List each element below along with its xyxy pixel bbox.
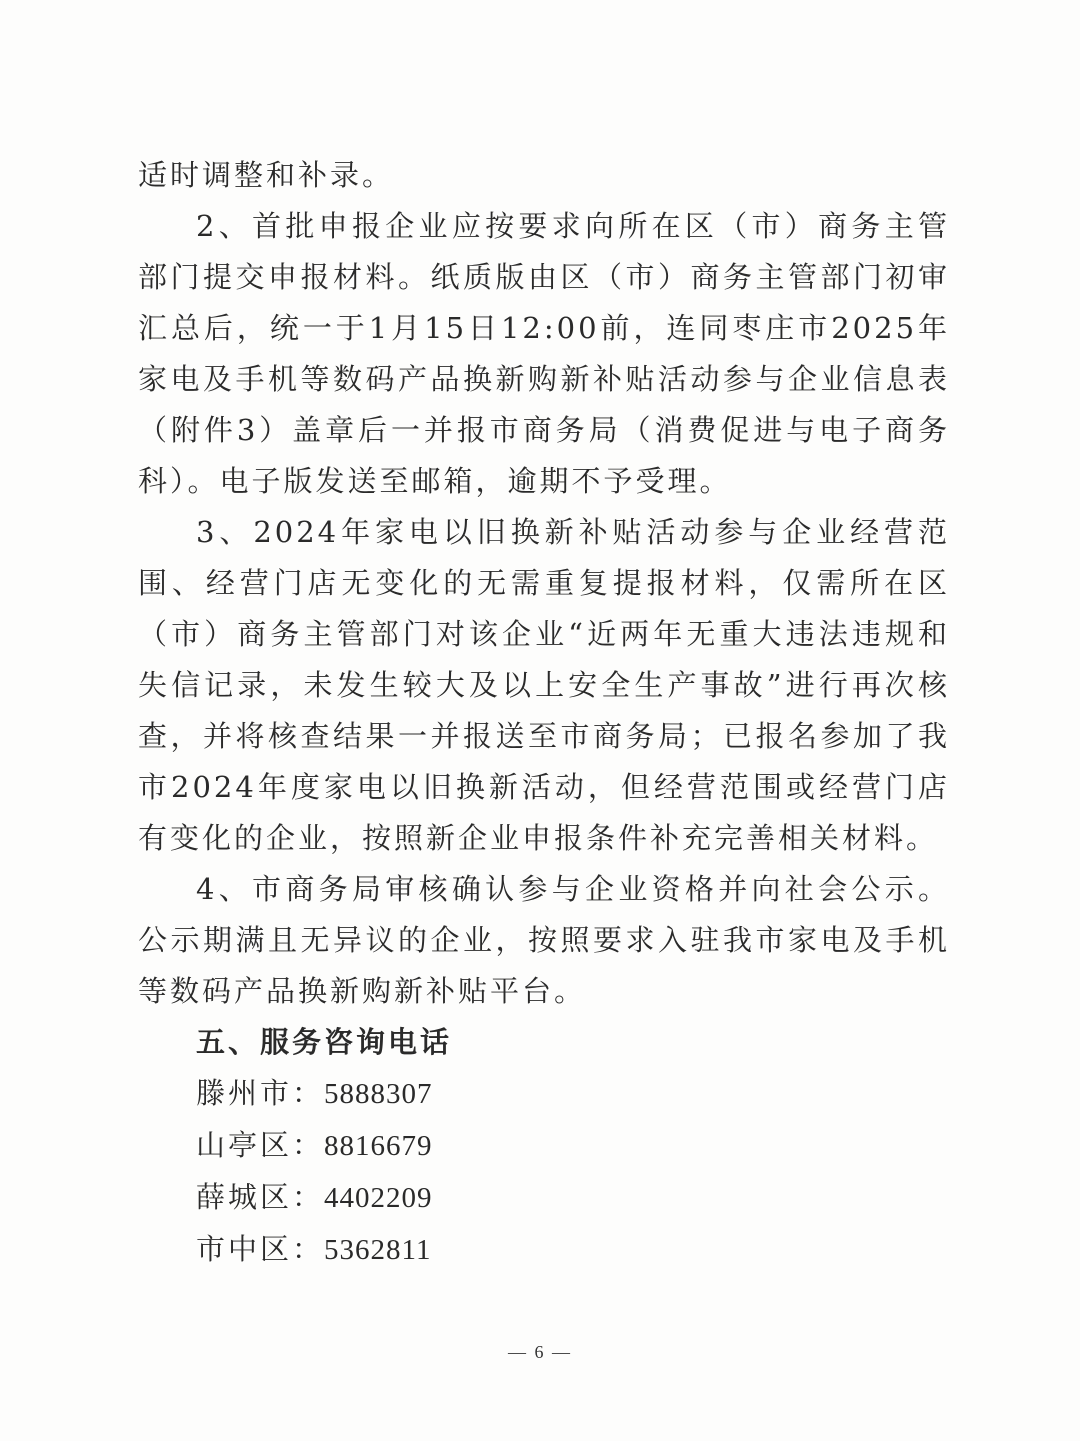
phone-area-label: 薛城区： (196, 1180, 325, 1214)
phone-row-shanting (138, 1120, 950, 1172)
phone-number: 5888307 (324, 1078, 433, 1110)
paragraph-item-3: 3、2024年家电以旧换新补贴活动参与企业经营范围、经营门店无变化的无需重复提报材料，仅需所在区（市）商务主管部门对该企业“近两年无重大违法违规和失信记录，未发生较大及以上安全生产事故”进行再次核查，并将核查结果一并报送至市商务局；已报名参加了我市2024年度家电以旧换新活动，但经营范围或经营门店有变化的企业，按照新企业申报条件补充完善相关材料。 (138, 515, 950, 855)
paragraph-item-2: 2、首批申报企业应按要求向所在区（市）商务主管部门提交申报材料。纸质版由区（市）商务主管部门初审汇总后，统一于1月15日12:00前，连同枣庄市2025年家电及手机等数码产品换新购新补贴活动参与企业信息表（附件3）盖章后一并报市商务局（消费促进与电子商务科）。电子版发送至邮箱，逾期不予受理。 (138, 209, 950, 498)
phone-row-xuecheng (138, 1172, 950, 1224)
phone-area-label: 滕州市： (196, 1076, 325, 1110)
section-heading-service-phone: 五、服务咨询电话 (196, 1025, 453, 1059)
phone-area-label: 山亭区： (196, 1128, 325, 1162)
phone-number: 4402209 (324, 1182, 433, 1214)
phone-area-label: 市中区： (196, 1232, 325, 1266)
paragraph-item-4: 4、市商务局审核确认参与企业资格并向社会公示。公示期满且无异议的企业，按照要求入驻我市家电及手机等数码产品换新购新补贴平台。 (138, 872, 950, 1008)
phone-row-shizhong (138, 1224, 950, 1276)
page-number: — 6 — (508, 1342, 572, 1362)
paragraph-continuation: 适时调整和补录。 (138, 158, 395, 192)
phone-row-tengzhou (138, 1068, 950, 1120)
document-body (138, 150, 950, 1276)
phone-list (138, 1068, 950, 1276)
phone-number: 8816679 (324, 1130, 433, 1162)
phone-number: 5362811 (324, 1234, 432, 1266)
